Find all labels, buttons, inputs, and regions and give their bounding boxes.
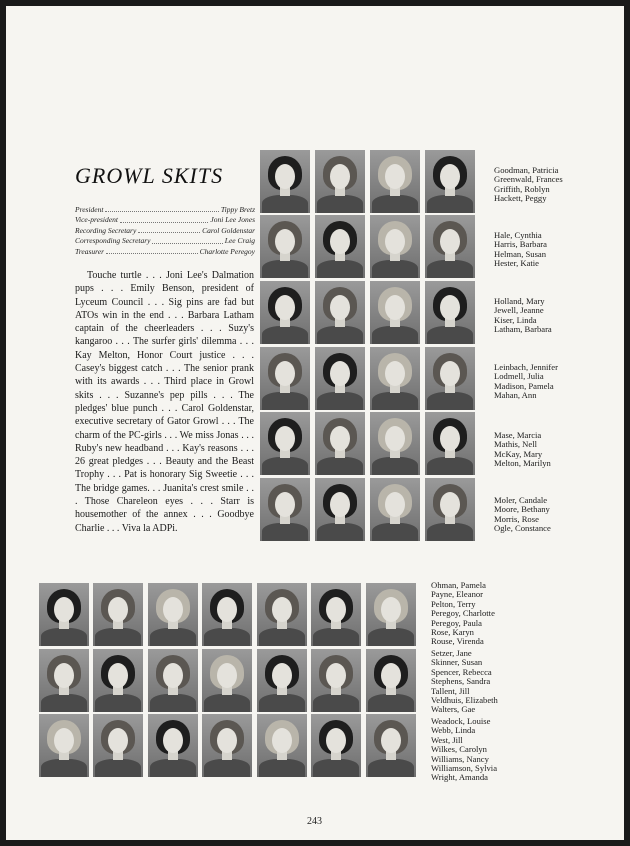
portrait-photo [202, 714, 252, 777]
member-name: Greenwald, Frances [494, 174, 563, 185]
member-name: Hale, Cynthia [494, 230, 542, 240]
officer-role: Recording Secretary [75, 225, 137, 235]
member-name: Jewell, Jeanne [494, 305, 544, 316]
member-name: Spencer, Rebecca [431, 666, 492, 677]
portrait-photo [315, 478, 365, 541]
member-name: Setzer, Jane [431, 648, 472, 658]
portrait-photo [39, 583, 89, 646]
member-name: Tallent, Jill [431, 685, 470, 696]
portrait-photo [425, 347, 475, 410]
summary-paragraph: Touche turtle . . . Joni Lee's Dalmation pups . . . Emily Benson, president of Lyceum Council . . . Sig pins are fad but ATOs win in the end . . . Barbara Latham captain of the cheerleaders . . . Suzy's kangaroo . . . The surfer girls' dilemma . . . Kay Melton, Honor Court justice . . . Casey's biggest catch . . . The senior prank with its awards . . . Third place in Growl skits . . . Suzanne's pep pills . . . The pledges' blue punch . . . Carol Goldenstar, executive secretary of Gator Growl . . . The charm of the PC-girls . . . We miss Jonas . . . Ruby's new headband . . . Kay's reasons . . . 26 great pledges . . . Beauty and the Beast Trophy . . . Pat is honorary Sig Sweetie . . . The bridge games. . . Juanita's crest smile . . . Those Chareleon eyes . . . Starr is housemother of the annex . . . Goodbye Charlie . . . Viva la ADPi. [75, 270, 254, 534]
member-name: Peregoy, Paula [431, 617, 482, 628]
member-name: Wilkes, Carolyn [431, 744, 487, 755]
member-name: Rouse, Virenda [431, 636, 484, 647]
member-name: Griffith, Roblyn [494, 183, 550, 194]
portrait-photo [260, 478, 310, 541]
name-block [494, 297, 552, 335]
member-name: Kiser, Linda [494, 314, 537, 325]
portrait-photo [148, 714, 198, 777]
member-name: Walters, Gae [431, 704, 476, 715]
member-name: Harris, Barbara [494, 239, 547, 250]
member-name: Mathis, Nell [494, 439, 537, 450]
name-block [494, 431, 551, 469]
member-name: Goodman, Patricia [494, 165, 559, 175]
portrait-photo [260, 412, 310, 475]
page-title: GROWL SKITS [75, 163, 224, 188]
officer-row [75, 205, 255, 215]
portrait-photo [93, 714, 143, 777]
portrait-photo [148, 649, 198, 712]
officer-name: Lee Craig [224, 236, 255, 246]
chapter-summary [75, 269, 254, 535]
member-name: Lodmell, Julia [494, 371, 544, 382]
member-name: Mahan, Ann [494, 390, 537, 401]
officer-role: President [75, 205, 104, 214]
portrait-photo [315, 150, 365, 213]
officer-name: Carol Goldenstar [202, 225, 255, 235]
portrait-photo [148, 583, 198, 646]
member-name: Weadock, Louise [431, 716, 491, 726]
officer-row [75, 226, 255, 236]
name-block [431, 649, 498, 715]
member-name: Mase, Marcia [494, 430, 542, 440]
portrait-photo [39, 714, 89, 777]
portrait-photo [425, 412, 475, 475]
officer-role: Vice-president [75, 215, 118, 225]
member-name: West, Jill [431, 734, 463, 745]
portrait-photo [202, 583, 252, 646]
member-name: Holland, Mary [494, 296, 545, 306]
portrait-photo [202, 649, 252, 712]
member-name: Williamson, Sylvia [431, 763, 498, 774]
officer-name: Charlotte Peregoy [199, 246, 255, 256]
portrait-photo [315, 347, 365, 410]
member-name: Williams, Nancy [431, 753, 489, 764]
officer-row [75, 247, 255, 257]
member-name: Ohman, Pamela [431, 580, 486, 590]
member-name: Latham, Barbara [494, 324, 552, 335]
page-number: 243 [307, 816, 322, 827]
officer-name: Tippy Bretz [220, 205, 255, 214]
member-name: Veldhuis, Elizabeth [431, 695, 498, 706]
member-name: Wright, Amanda [431, 772, 488, 783]
member-name: Hester, Katie [494, 258, 539, 269]
officer-name: Joni Lee Jones [210, 215, 255, 225]
portrait-photo [366, 714, 416, 777]
portrait-photo [370, 412, 420, 475]
portrait-photo [370, 281, 420, 344]
portrait-photo [311, 583, 361, 646]
member-name: Leinbach, Jennifer [494, 362, 558, 372]
portrait-photo [315, 281, 365, 344]
member-name: Helman, Susan [494, 248, 547, 259]
portrait-photo [370, 215, 420, 278]
member-name: Moler, Candale [494, 495, 548, 505]
portrait-photo [315, 215, 365, 278]
portrait-photo [257, 649, 307, 712]
member-name: Hackett, Peggy [494, 193, 547, 204]
portrait-photo [39, 649, 89, 712]
portrait-photo [370, 478, 420, 541]
portrait-photo [425, 281, 475, 344]
name-block [494, 231, 547, 269]
portrait-photo [257, 714, 307, 777]
member-name: Peregoy, Charlotte [431, 608, 495, 619]
member-name: Melton, Marilyn [494, 458, 551, 469]
officer-role: Treasurer [75, 246, 105, 256]
portrait-photo [370, 347, 420, 410]
officer-list [75, 205, 255, 257]
portrait-photo [260, 281, 310, 344]
portrait-photo [311, 649, 361, 712]
name-block [494, 363, 558, 401]
officer-role: Corresponding Secretary [75, 236, 151, 246]
member-name: Ogle, Constance [494, 523, 551, 534]
portrait-photo [315, 412, 365, 475]
portrait-photo [425, 150, 475, 213]
member-name: Skinner, Susan [431, 657, 483, 668]
officer-row [75, 215, 255, 225]
portrait-photo [260, 150, 310, 213]
portrait-photo [93, 583, 143, 646]
member-name: McKay, Mary [494, 448, 543, 459]
portrait-photo [370, 150, 420, 213]
officer-row [75, 236, 255, 246]
member-name: Pelton, Terry [431, 598, 476, 609]
portrait-photo [366, 649, 416, 712]
portrait-photo [260, 347, 310, 410]
name-block [494, 166, 563, 204]
portrait-photo [425, 478, 475, 541]
member-name: Morris, Rose [494, 513, 539, 524]
portrait-photo [425, 215, 475, 278]
member-name: Stephens, Sandra [431, 676, 491, 687]
member-name: Moore, Bethany [494, 504, 550, 515]
name-block [431, 581, 495, 647]
portrait-photo [93, 649, 143, 712]
member-name: Webb, Linda [431, 725, 476, 736]
portrait-photo [260, 215, 310, 278]
portrait-photo [366, 583, 416, 646]
member-name: Madison, Pamela [494, 380, 554, 391]
name-block [431, 717, 497, 783]
name-block [494, 496, 551, 534]
portrait-photo [311, 714, 361, 777]
portrait-photo [257, 583, 307, 646]
member-name: Payne, Eleanor [431, 589, 484, 600]
member-name: Rose, Karyn [431, 627, 474, 638]
